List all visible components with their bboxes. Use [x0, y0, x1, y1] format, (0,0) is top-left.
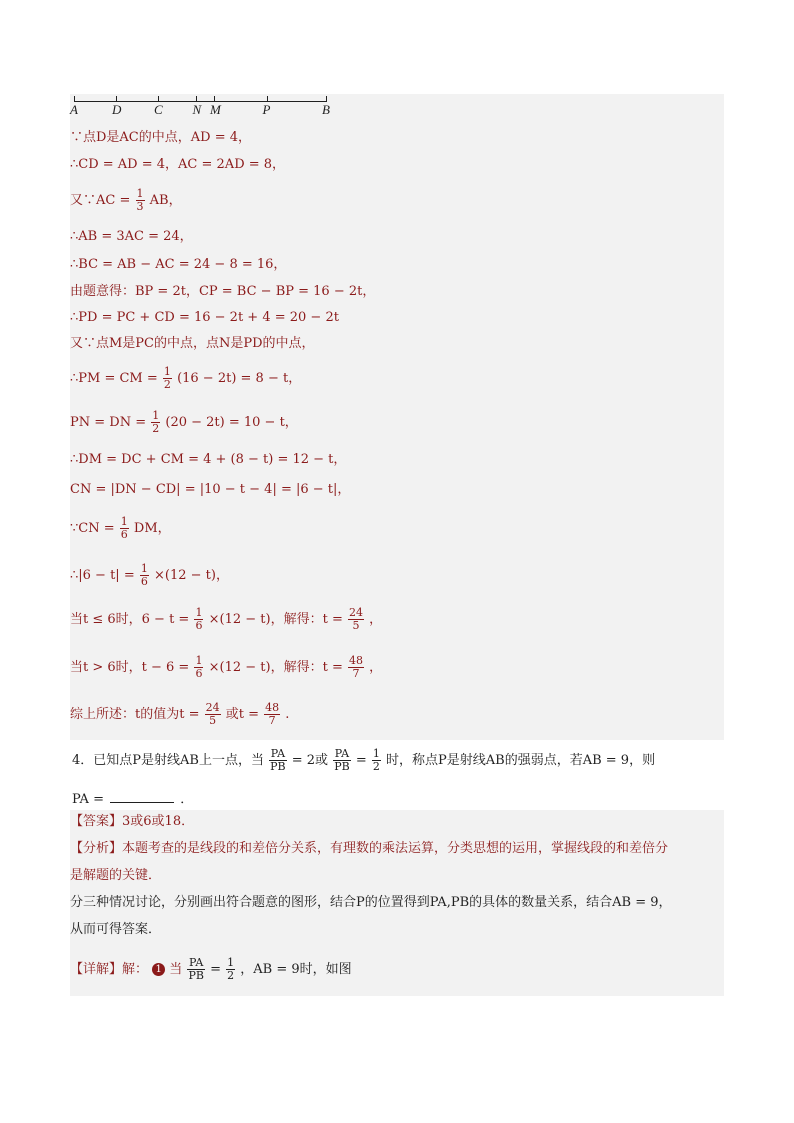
- fraction: $\frac{PA}{PB}$: [188, 956, 204, 982]
- fraction: $\frac{1}{2}$: [152, 409, 160, 435]
- analysis-line-2: 是解题的关键．: [70, 868, 162, 883]
- solution-line-3: [70, 188, 724, 213]
- fraction: $\frac{24}{5}$: [348, 606, 363, 632]
- text: 4．已知点P是射线AB上一点，当: [72, 753, 264, 768]
- text: PN = DN =: [70, 415, 147, 430]
- fraction: $\frac{1}{6}$: [120, 515, 128, 541]
- point-label-a: A: [70, 102, 78, 117]
- fraction: $\frac{PA}{PB}$: [334, 747, 350, 773]
- solution-line-13: [70, 516, 724, 541]
- solution-line-16: [70, 655, 724, 680]
- solution-line-11: ∴DM = DC + CM = 4 + (8 − t) = 12 − t，: [70, 452, 347, 467]
- fraction: $\frac{24}{5}$: [205, 701, 220, 727]
- analysis-line-4: 从而可得答案．: [70, 922, 162, 937]
- solution-line-12: CN = |DN − CD| = |10 − t − 4| = |6 − t|，: [70, 482, 351, 497]
- answer-text: 3或6或18．: [122, 814, 195, 829]
- fraction: $\frac{1}{6}$: [195, 606, 203, 632]
- solution-line-17: [70, 702, 724, 727]
- point-label-m: M: [210, 102, 221, 117]
- text: ，AB = 9时，如图: [240, 962, 352, 977]
- text: ，: [369, 612, 383, 627]
- text: 综上所述：t的值为t =: [70, 707, 200, 722]
- text: 又∵AC =: [70, 193, 131, 208]
- fraction: $\frac{PA}{PB}$: [270, 747, 286, 773]
- fraction: $\frac{48}{7}$: [348, 654, 363, 680]
- solution-line-1: ∵点D是AC的中点，AD = 4，: [70, 130, 251, 145]
- text: ×(12 − t)，: [154, 568, 229, 583]
- text: ∵CN =: [70, 521, 115, 536]
- analysis-line-1: [70, 841, 724, 857]
- text: .: [285, 707, 290, 722]
- circled-number-icon: 1: [152, 963, 165, 976]
- fraction: $\frac{1}{2}$: [227, 956, 235, 982]
- text: ×(12 − t)，解得：t =: [208, 660, 343, 675]
- solution-line-4: ∴AB = 3AC = 24，: [70, 229, 193, 244]
- fraction: $\frac{1}{2}$: [163, 365, 171, 391]
- text: PA =: [72, 792, 104, 807]
- text: 或t =: [225, 707, 260, 722]
- text: (20 − 2t) = 10 − t，: [165, 415, 298, 430]
- solution-line-7: ∴PD = PC + CD = 16 − 2t + 4 = 20 − 2t: [70, 310, 339, 325]
- text: ∴PM = CM =: [70, 371, 158, 386]
- detail-line: [70, 957, 724, 982]
- text: ．: [180, 792, 194, 807]
- point-label-p: P: [262, 102, 271, 117]
- text: ×(12 − t)，解得：t =: [208, 612, 343, 627]
- point-label-d: D: [112, 102, 122, 117]
- detail-label: 【详解】解：: [70, 962, 149, 977]
- point-label-b: B: [322, 102, 330, 117]
- analysis-label: 【分析】: [70, 841, 123, 856]
- question-4: [72, 748, 655, 773]
- answer-label: 【答案】: [70, 814, 123, 829]
- text: 当t ≤ 6时，6 − t =: [70, 612, 190, 627]
- text: 当: [169, 962, 183, 977]
- text: =: [210, 962, 221, 977]
- fraction: $\frac{48}{7}$: [265, 701, 280, 727]
- point-label-n: N: [192, 102, 202, 117]
- solution-line-10: [70, 410, 724, 435]
- text: 当t > 6时，t − 6 =: [70, 660, 190, 675]
- solution-line-9: [70, 366, 724, 391]
- text: = 2或: [291, 753, 329, 768]
- answer-line: [70, 814, 724, 830]
- solution-line-5: ∴BC = AB − AC = 24 − 8 = 16，: [70, 257, 287, 272]
- analysis-line-3: 分三种情况讨论，分别画出符合题意的图形，结合P的位置得到PA,PB的具体的数量关系，结合AB = 9，: [70, 895, 672, 910]
- text: DM，: [133, 521, 171, 536]
- answer-blank[interactable]: [110, 790, 174, 803]
- question-4-line-2: [72, 788, 193, 807]
- fraction: $\frac{1}{3}$: [136, 187, 144, 213]
- fraction: $\frac{1}{6}$: [140, 562, 148, 588]
- solution-line-6: 由题意得：BP = 2t，CP = BC − BP = 16 − 2t，: [70, 284, 376, 299]
- text: ，: [369, 660, 383, 675]
- text: 本题考查的是线段的和差倍分关系，有理数的乘法运算，分类思想的运用，掌握线段的和差倍分: [122, 841, 669, 856]
- text: ∴|6 − t| =: [70, 568, 135, 583]
- solution-line-2: ∴CD = AD = 4，AC = 2AD = 8，: [70, 157, 286, 172]
- point-label-c: C: [153, 102, 163, 117]
- text: 时，称点P是射线AB的强弱点，若AB = 9，则: [386, 753, 656, 768]
- text: AB，: [149, 193, 182, 208]
- text: (16 − 2t) = 8 − t，: [177, 371, 302, 386]
- solution-line-8: 又∵点M是PC的中点，点N是PD的中点，: [70, 336, 315, 351]
- solution-line-15: [70, 607, 724, 632]
- text: =: [355, 753, 367, 768]
- solution-line-14: [70, 563, 724, 588]
- fraction: $\frac{1}{6}$: [195, 654, 203, 680]
- fraction: $\frac{1}{2}$: [372, 747, 380, 773]
